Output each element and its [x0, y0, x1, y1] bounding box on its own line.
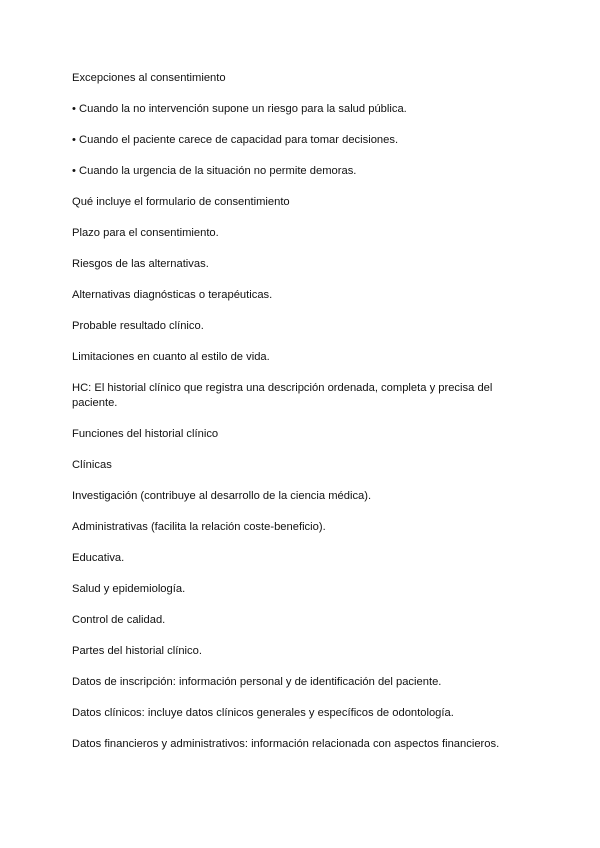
paragraph: Datos de inscripción: información personal y de identificación del paciente. [72, 676, 442, 688]
bullet-item: • Cuando la no intervención supone un riesgo para la salud pública. [72, 103, 407, 115]
paragraph: Clínicas [72, 459, 112, 471]
section-heading-consent-exceptions: Excepciones al consentimiento [72, 72, 226, 84]
bullet-item: • Cuando el paciente carece de capacidad para tomar decisiones. [72, 134, 399, 146]
paragraph: Administrativas (facilita la relación coste-beneficio). [72, 521, 326, 533]
paragraph: Educativa. [72, 552, 125, 564]
paragraph: Riesgos de las alternativas. [72, 258, 209, 270]
paragraph: Plazo para el consentimiento. [72, 227, 219, 239]
paragraph: Probable resultado clínico. [72, 320, 204, 332]
paragraph: Control de calidad. [72, 614, 166, 626]
paragraph-hc-definition: HC: El historial clínico que registra una descripción ordenada, completa y precisa del paciente. [72, 382, 493, 409]
paragraph: Investigación (contribuye al desarrollo de la ciencia médica). [72, 490, 372, 502]
paragraph: Datos clínicos: incluye datos clínicos generales y específicos de odontología. [72, 707, 454, 719]
document-body [72, 71, 532, 768]
paragraph: Datos financieros y administrativos: información relacionada con aspectos financieros. [72, 738, 500, 750]
paragraph: Salud y epidemiología. [72, 583, 186, 595]
section-heading-record-functions: Funciones del historial clínico [72, 428, 219, 440]
paragraph: Alternativas diagnósticas o terapéuticas. [72, 289, 273, 301]
paragraph: Limitaciones en cuanto al estilo de vida. [72, 351, 270, 363]
section-heading-consent-form: Qué incluye el formulario de consentimiento [72, 196, 290, 208]
section-heading-record-parts: Partes del historial clínico. [72, 645, 202, 657]
bullet-item: • Cuando la urgencia de la situación no permite demoras. [72, 165, 357, 177]
